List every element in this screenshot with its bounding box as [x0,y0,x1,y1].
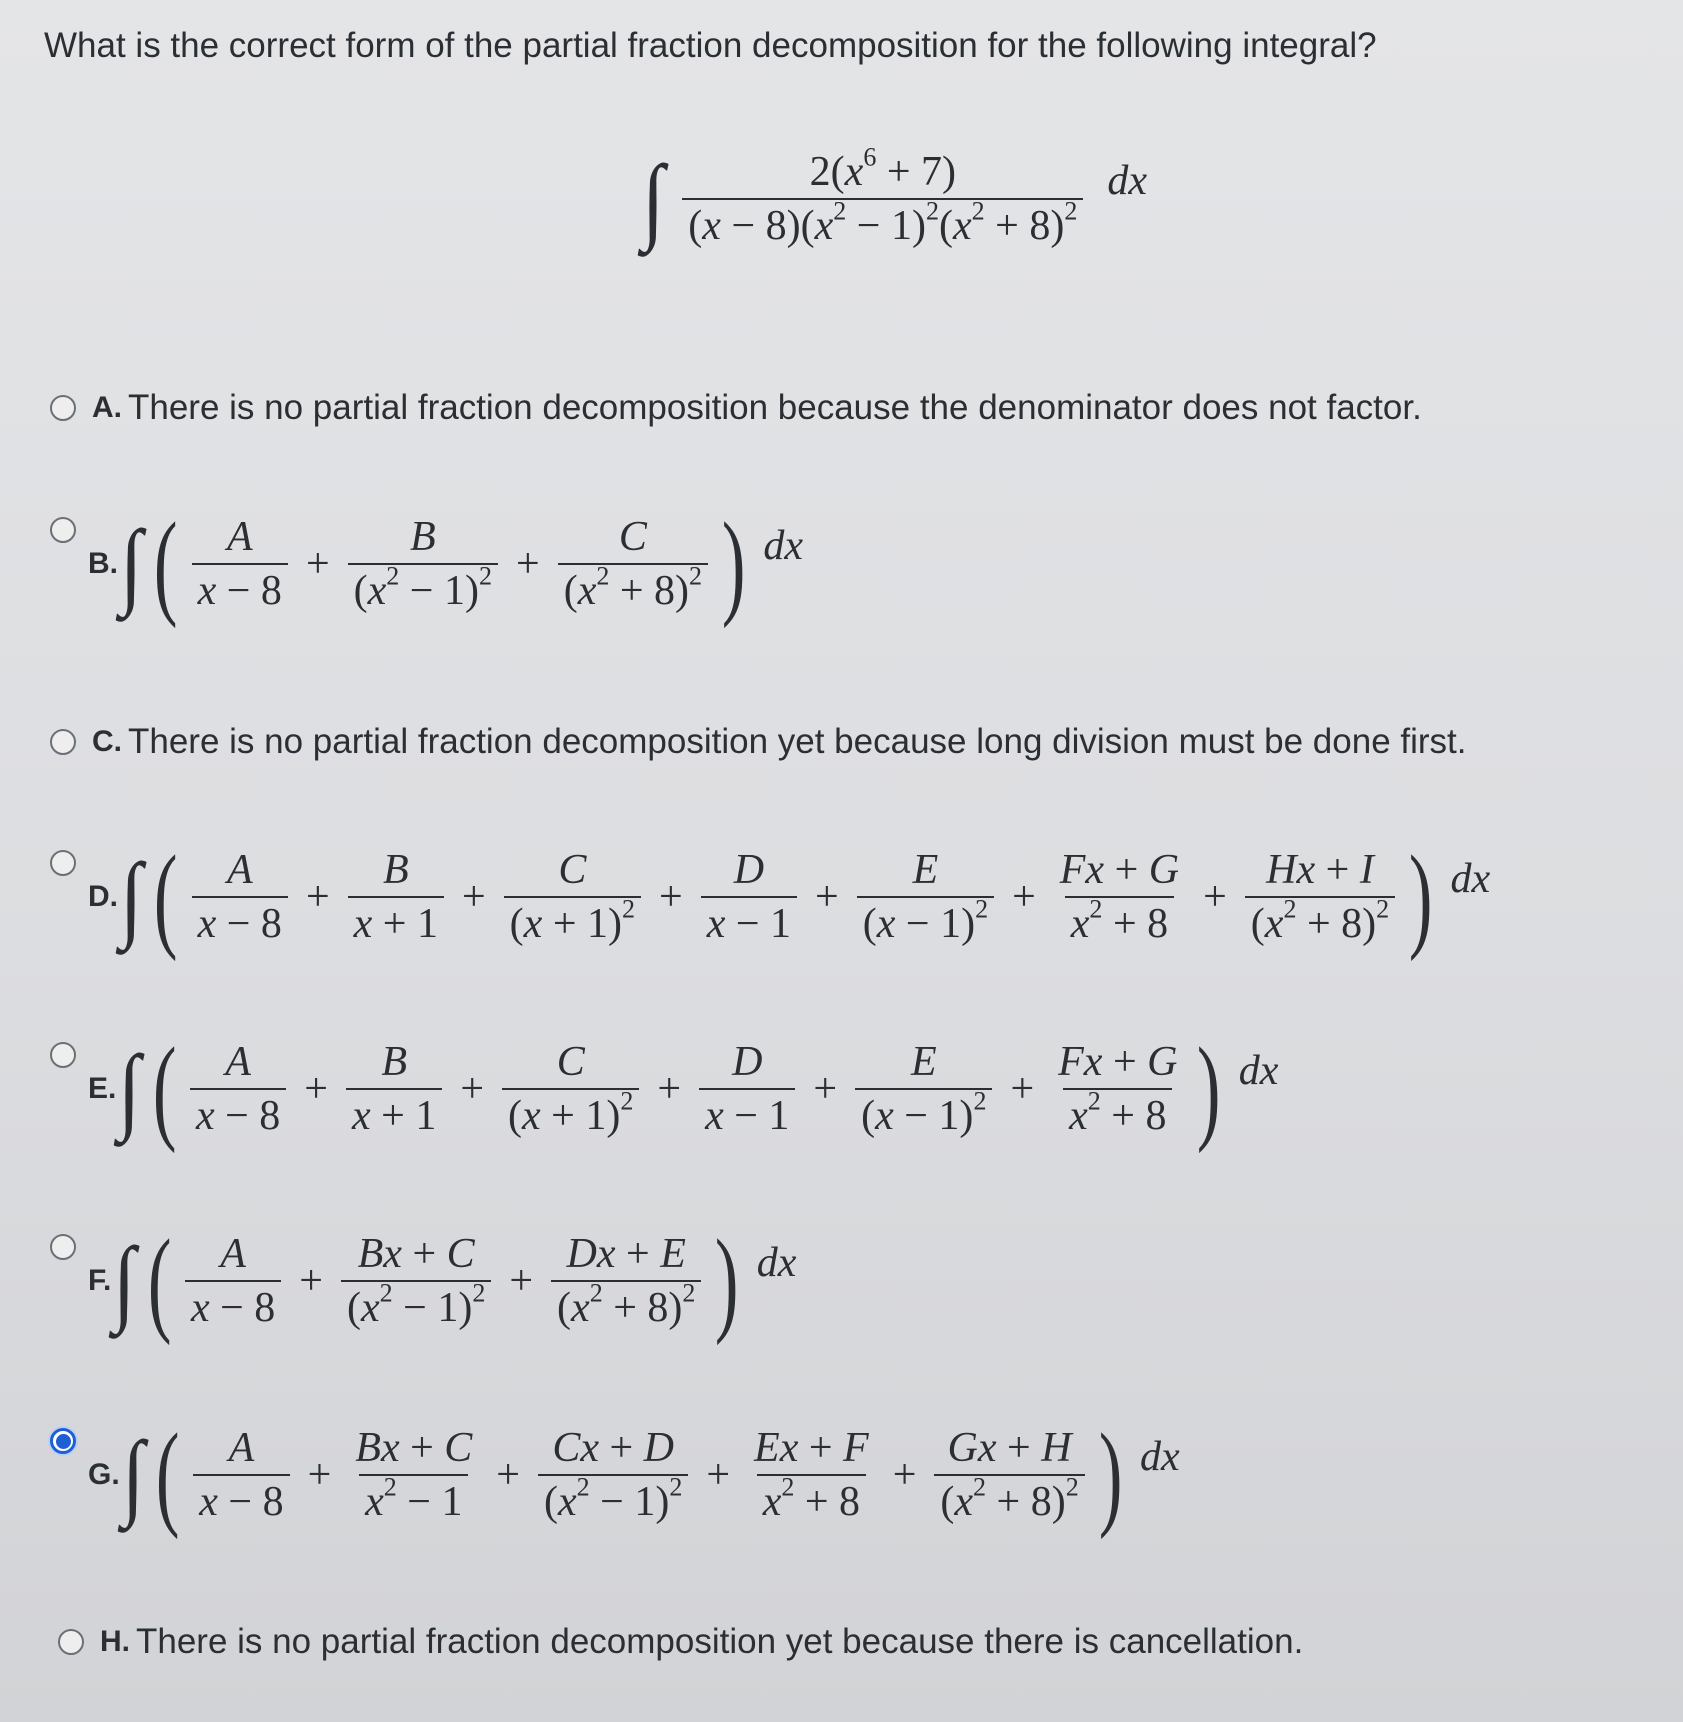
integral-fraction [682,142,1083,250]
option-h-text: There is no partial fraction decomposition yet because there is cancellation. [136,1622,1304,1661]
option-g-letter: G. [88,1458,120,1491]
option-d[interactable] [50,831,1491,962]
option-g[interactable] [50,1409,1180,1540]
option-f-expression: ∫ ( $\frac{A}{x - 8}$ + $\frac{Bx + C}{(x^2 - 1)^2}$ + $\frac{Dx + E}{(x^2 + 8)^2}$ ) dx [113,1215,797,1346]
option-c-letter: C. [92,725,122,758]
integral-numerator: $2(x^6 + 7)$ [809,142,957,195]
radio-g-dot [56,1434,71,1449]
option-h[interactable] [58,1622,1303,1662]
radio-a[interactable] [50,395,76,421]
option-d-expression: ∫ ( $\frac{A}{x - 8}$ + $\frac{B}{x + 1}$ + $\frac{C}{(x + 1)^2}$ + $\frac{D}{x - 1}$ + $\frac{E}{(x - 1)^2}$ + $\frac{Fx + G}{x^2 + 8}$ + $\frac{Hx + I}{(x^2 + 8)^2}$ ) dx [119,831,1491,962]
option-a-letter: A. [92,391,122,424]
radio-d[interactable] [50,850,76,876]
option-f[interactable] [50,1215,797,1346]
option-g-expression: ∫ ( $\frac{A}{x - 8}$ + $\frac{Bx + C}{x^2 - 1}$ + $\frac{Cx + D}{(x^2 - 1)^2}$ + $\frac{Ex + F}{x^2 + 8}$ + $\frac{Gx + H}{(x^2 + 8)^2}$ ) dx [121,1409,1180,1540]
option-c[interactable] [50,722,1467,762]
option-e-letter: E. [88,1072,117,1105]
radio-c[interactable] [50,729,76,755]
option-e-expression: ∫ ( $\frac{A}{x - 8}$ + $\frac{B}{x + 1}$ + $\frac{C}{(x + 1)^2}$ + $\frac{D}{x - 1}$ + $\frac{E}{(x - 1)^2}$ + $\frac{Fx + G}{x^2 + 8}$ ) dx [118,1023,1279,1154]
option-a-text: There is no partial fraction decomposition because the denominator does not factor. [128,388,1422,427]
option-e[interactable] [50,1023,1279,1154]
integral-denominator: $(x - 8)(x^2 - 1)^2(x^2 + 8)^2$ [682,198,1083,248]
question-text: What is the correct form of the partial fraction decomposition for the following integral? [44,26,1377,65]
option-a[interactable] [50,388,1422,428]
radio-f[interactable] [50,1234,76,1260]
radio-e[interactable] [50,1042,76,1068]
radio-g[interactable] [50,1428,76,1454]
option-d-letter: D. [88,880,118,913]
option-b-expression: ∫ ( $\frac{A}{x - 8}$ + $\frac{B}{(x^2 - 1)^2}$ + $\frac{C}{(x^2 + 8)^2}$ ) dx [119,498,804,629]
option-f-letter: F. [88,1264,112,1297]
option-b[interactable] [50,498,804,629]
integral-dx: dx [1107,158,1148,205]
radio-b[interactable] [50,517,76,543]
main-integral [640,142,1148,253]
integral-sign: ∫ [641,145,665,253]
radio-h[interactable] [58,1629,84,1655]
option-h-letter: H. [100,1625,130,1658]
option-c-text: There is no partial fraction decomposition yet because long division must be done first. [128,722,1467,761]
option-b-letter: B. [88,547,118,580]
